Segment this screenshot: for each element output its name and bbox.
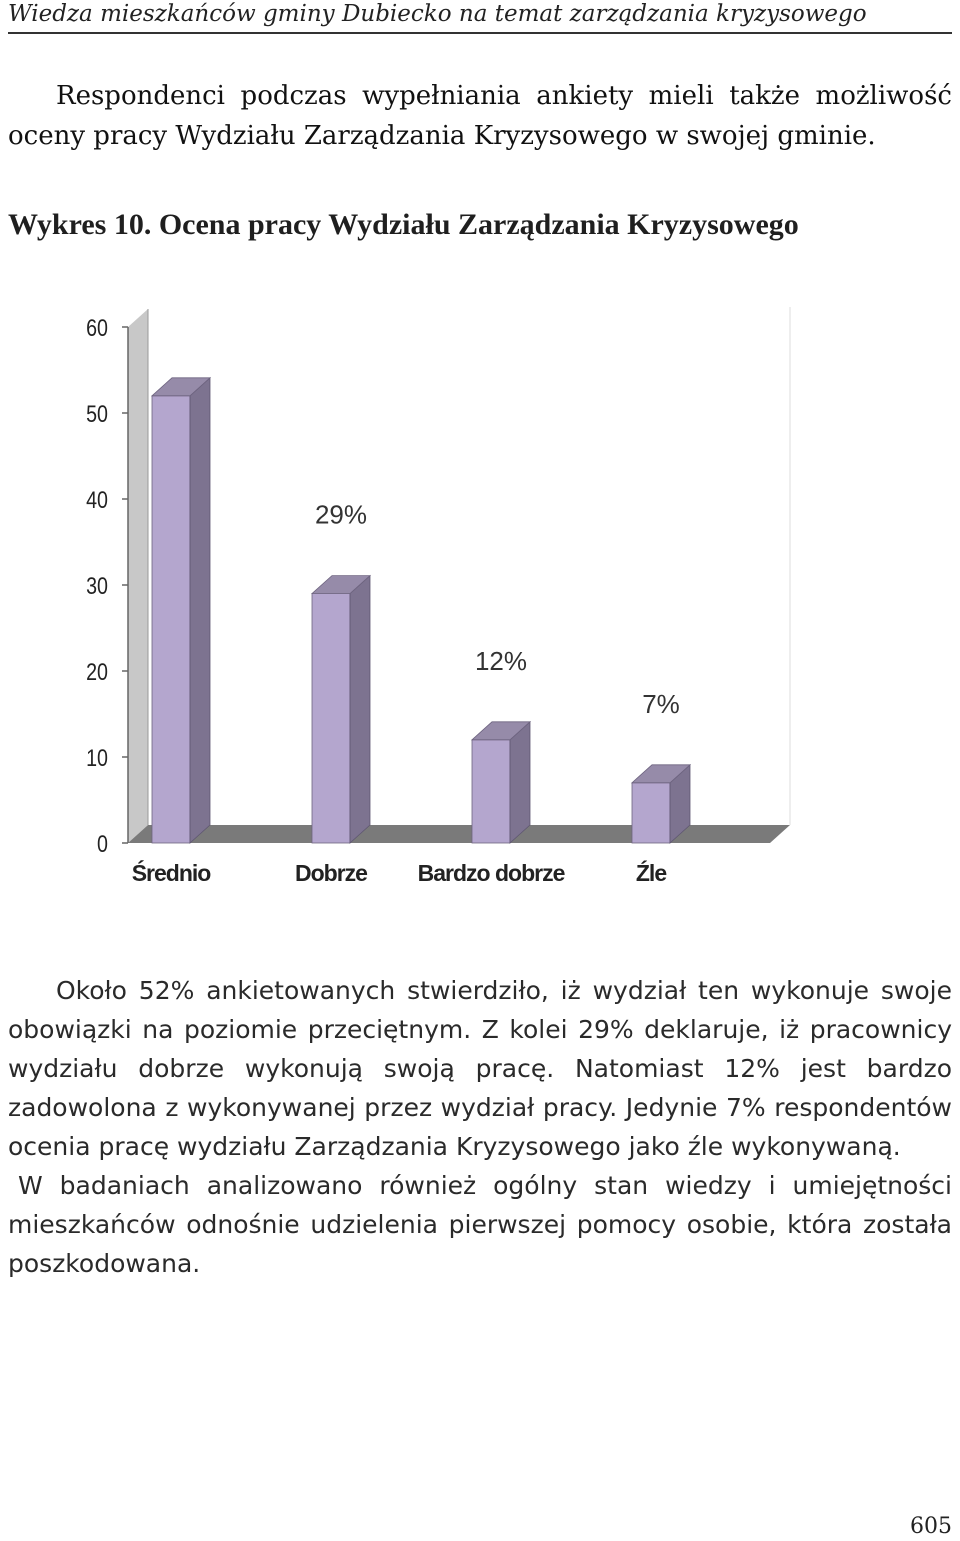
running-header: Wiedza mieszkańców gminy Dubiecko na temat zarządzania kryzysowego [8,0,952,34]
chart-wall [128,309,148,843]
body-paragraph: W badaniach analizowano również ogólny stan wiedzy i umiejętności mieszkańców odnośnie udzielenia pierwszej pomocy osobie, która została poszkodowana. [8,1171,952,1278]
bar-chart [70,300,810,910]
bar-side [350,576,370,843]
data-label: 29% [314,499,368,530]
data-label: 12% [474,645,528,676]
body-text [8,971,952,1283]
y-tick-label: 40 [86,486,108,514]
data-label: 7% [642,688,680,719]
bar-side [190,378,210,843]
chart-svg [70,300,810,910]
category-label: Średnio [131,860,211,886]
bar [472,740,510,843]
category-label: Bardzo dobrze [417,860,565,886]
bar [312,594,350,843]
y-tick-label: 0 [97,830,108,858]
chart-floor [128,825,790,843]
body-paragraph: Około 52% ankietowanych stwierdziło, iż wydział ten wykonuje swoje obowiązki na poziomie przeciętnym. Z kolei 29% deklaruje, iż pracownicy wydziału dobrze wykonują swoją pracę. Natomiast 12% jest bardzo zadowolona z wykonywanej przez wydział pracy. Jedynie 7% respondentów ocenia pracę wydziału Zarządzania Kryzysowego jako źle wykonywaną. [8,976,952,1161]
intro-paragraph: Respondenci podczas wypełniania ankiety mieli także możliwość oceny pracy Wydziału Zarządzania Kryzysowego w swojej gminie. [8,81,952,151]
bar-side [510,722,530,843]
category-label: Źle [635,860,667,886]
y-tick-label: 60 [86,314,108,342]
figure-caption: Wykres 10. Ocena pracy Wydziału Zarządzania Kryzysowego [8,208,799,241]
y-tick-label: 20 [86,658,108,686]
category-label: Dobrze [295,860,367,886]
y-tick-label: 30 [86,572,108,600]
y-tick-label: 50 [86,400,108,428]
y-tick-label: 10 [86,744,108,772]
bar [152,396,190,843]
page-number: 605 [910,1514,952,1539]
bar [632,783,670,843]
